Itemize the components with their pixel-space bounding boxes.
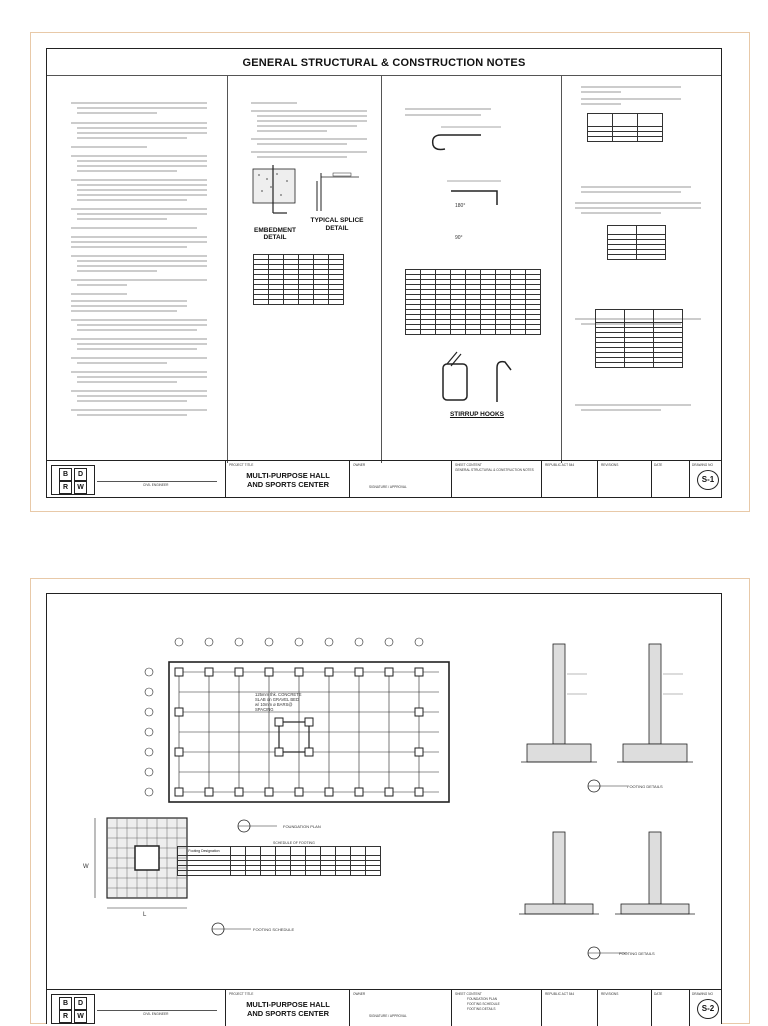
footing-schedule-marker — [211, 922, 251, 936]
splice-detail-label: TYPICAL SPLICE DETAIL — [310, 217, 364, 232]
project-name-2: MULTI-PURPOSE HALL AND SPORTS CENTER — [246, 1000, 330, 1018]
splice-length-table — [253, 254, 344, 305]
project-title-label: PROJECT TITLE — [229, 463, 254, 467]
sheet-content-item: FOOTING SCHEDULE — [467, 1002, 500, 1006]
project-title-label-2: PROJECT TITLE — [229, 992, 254, 996]
sheet-content-label: SHEET CONTENT — [455, 463, 482, 467]
footing-details-top — [517, 634, 717, 794]
drawing-no-label: DRAWING NO — [692, 463, 713, 467]
sheet-content-item: FOOTING DETAILS — [467, 1007, 496, 1011]
title-block-2 — [47, 989, 721, 1026]
footing-width-label: W — [83, 864, 89, 870]
owner-label-2: OWNER — [353, 992, 366, 996]
embedment-detail-label: EMBEDMENT DETAIL — [254, 227, 296, 241]
foundation-plan — [139, 632, 459, 832]
hook-dimension-table — [405, 269, 541, 335]
foundation-plan-label: FOUNDATION PLAN — [283, 824, 321, 829]
owner-label: OWNER — [353, 463, 366, 467]
slab-note: 125mm thk. CONCRETE SLAB on GRAVEL BED w/ 10mm ø BARS@ SPACING — [255, 692, 302, 712]
sheet-number-2: S-2 — [697, 999, 719, 1019]
revisions-label-2: REVISIONS — [601, 992, 619, 996]
bolt-distance-table — [595, 309, 683, 368]
stirrup-hook-table — [587, 113, 663, 142]
column-divider — [561, 75, 562, 463]
hook-180-label: 180° — [455, 203, 466, 209]
project-name: MULTI-PURPOSE HALL AND SPORTS CENTER — [246, 471, 330, 489]
civil-engineer-label-2: CIVIL ENGINEER — [143, 1012, 169, 1016]
footing-details-top-label: FOOTING DETAILS — [627, 784, 663, 789]
sheet-content-item: FOUNDATION PLAN — [467, 997, 498, 1001]
footing-length-label: L — [143, 912, 147, 918]
republic-act-label-2: REPUBLIC ACT 544 — [545, 992, 575, 996]
footing-schedule-table: Footing Designation — [177, 846, 381, 876]
signature-label: SIGNATURE / APPROVAL — [369, 485, 407, 489]
fillet-weld-table — [607, 225, 666, 260]
footing-details-bottom-label: FOOTING DETAILS — [619, 951, 655, 956]
civil-engineer-label: CIVIL ENGINEER — [143, 483, 169, 487]
sheet-2 — [46, 593, 722, 1024]
stirrup-hooks-label: STIRRUP HOOKS — [449, 411, 505, 418]
signature-label-2: SIGNATURE / APPROVAL — [369, 1014, 407, 1018]
sheet-number: S-1 — [697, 470, 719, 490]
revisions-label: REVISIONS — [601, 463, 619, 467]
column-divider — [381, 75, 382, 463]
sheet-content-value: GENERAL STRUCTURAL & CONSTRUCTION NOTES — [455, 468, 534, 472]
title-block — [47, 460, 721, 497]
hook-90-label: 90° — [455, 235, 463, 241]
foundation-plan-marker — [237, 819, 277, 833]
footing-details-bottom-marker — [587, 946, 627, 960]
footing-schedule-label: FOOTING SCHEDULE — [253, 927, 295, 932]
date-label: DATE — [654, 463, 663, 467]
general-notes-text — [67, 99, 217, 419]
date-label-2: DATE — [654, 992, 663, 996]
republic-act-label: REPUBLIC ACT 544 — [545, 463, 575, 467]
hook-details-drawing — [401, 105, 551, 225]
footing-details-top-marker — [587, 779, 627, 793]
column-2-notes — [247, 99, 372, 164]
column-divider — [227, 75, 228, 463]
footing-details-bottom — [517, 826, 717, 936]
sheet-title: GENERAL STRUCTURAL & CONSTRUCTION NOTES — [242, 57, 526, 69]
drawing-no-label-2: DRAWING NO — [692, 992, 713, 996]
embedment-splice-drawing — [247, 165, 377, 255]
schedule-title: SCHEDULE OF FOOTING — [273, 841, 315, 845]
firm-logo: B D R W — [51, 465, 95, 495]
stirrup-hook-drawing — [401, 344, 551, 414]
title-divider — [47, 75, 721, 76]
sheet-content-label-2: SHEET CONTENT — [455, 992, 482, 996]
sheet-1 — [46, 48, 722, 498]
firm-logo-2: B D R W — [51, 994, 95, 1024]
